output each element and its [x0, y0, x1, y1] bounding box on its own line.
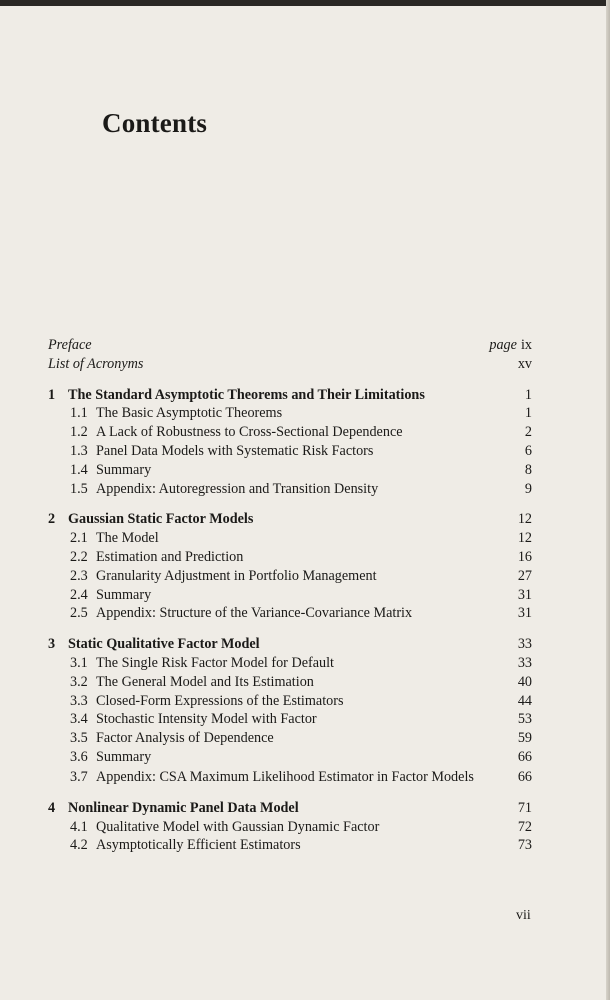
- chapter-heading: [48, 799, 299, 818]
- section-page: 33: [517, 654, 532, 671]
- section-heading: [70, 748, 151, 767]
- section-heading: [70, 692, 343, 711]
- front-matter-page: [481, 336, 532, 355]
- section-heading: [70, 548, 243, 567]
- section-number: 2.2: [70, 548, 88, 565]
- toc-section-1-5[interactable]: [48, 480, 532, 499]
- section-page: 27: [517, 567, 532, 584]
- toc-section-3-4[interactable]: [48, 710, 532, 729]
- toc-section-3-7[interactable]: [48, 767, 532, 787]
- section-title: Appendix: CSA Maximum Likelihood Estimator in Factor Models: [96, 768, 474, 785]
- table-of-contents: [48, 336, 532, 855]
- section-title: The Basic Asymptotic Theorems: [96, 405, 283, 422]
- section-title: Summary: [96, 748, 152, 765]
- toc-front-acronyms[interactable]: [48, 355, 532, 374]
- section-number: 2.3: [70, 567, 88, 584]
- page-prefix: page: [489, 337, 517, 353]
- section-title: Asymptotically Efficient Estimators: [96, 837, 301, 854]
- toc-section-2-4[interactable]: [48, 586, 532, 605]
- section-heading: [70, 710, 317, 729]
- section-title: Appendix: Autoregression and Transition Density: [96, 480, 379, 497]
- section-title: Stochastic Intensity Model with Factor: [96, 711, 317, 728]
- chapter-list: [48, 386, 532, 856]
- section-number: 3.7: [70, 768, 88, 785]
- section-title: Qualitative Model with Gaussian Dynamic Factor: [96, 818, 380, 835]
- section-number: 3.5: [70, 730, 88, 747]
- section-title: Summary: [96, 586, 152, 603]
- toc-chapter-3[interactable]: [48, 635, 532, 654]
- section-title: Appendix: Structure of the Variance-Covariance Matrix: [96, 605, 413, 622]
- chapter-heading: [48, 386, 425, 405]
- section-number: 1.1: [70, 405, 88, 422]
- section-heading: [70, 423, 403, 442]
- chapter-number: 2: [48, 511, 56, 528]
- section-page: 66: [517, 748, 532, 765]
- section-title: The Model: [96, 530, 159, 547]
- section-title: The General Model and Its Estimation: [96, 673, 314, 690]
- section-heading: [70, 567, 377, 586]
- section-heading: [70, 654, 334, 673]
- section-title: Factor Analysis of Dependence: [96, 730, 274, 747]
- section-page: 73: [517, 837, 532, 854]
- toc-section-3-6[interactable]: [48, 748, 532, 767]
- section-page: 6: [524, 442, 532, 459]
- section-page: 2: [524, 424, 532, 441]
- toc-section-2-3[interactable]: [48, 567, 532, 586]
- toc-chapter-1[interactable]: [48, 386, 532, 405]
- section-page: 44: [517, 692, 532, 709]
- section-heading: [70, 836, 301, 855]
- section-number: 3.4: [70, 711, 88, 728]
- toc-section-2-5[interactable]: [48, 604, 532, 623]
- chapter-number: 1: [48, 386, 56, 403]
- section-page: 1: [524, 405, 532, 422]
- section-heading: [70, 729, 274, 748]
- section-number: 3.6: [70, 748, 88, 765]
- section-heading: [70, 404, 282, 423]
- chapter-page: 1: [524, 386, 532, 403]
- section-title: A Lack of Robustness to Cross-Sectional Dependence: [96, 424, 403, 441]
- section-page: 31: [517, 586, 532, 603]
- section-page: 16: [517, 548, 532, 565]
- section-number: 3.3: [70, 692, 88, 709]
- section-title: Estimation and Prediction: [96, 548, 244, 565]
- chapter-heading: [48, 635, 260, 654]
- chapter-number: 3: [48, 636, 56, 653]
- page-top-edge: [0, 0, 610, 6]
- front-matter-label: List of Acronyms: [48, 355, 144, 372]
- chapter-title: Nonlinear Dynamic Panel Data Model: [68, 799, 299, 816]
- chapter-page: 12: [517, 511, 532, 528]
- toc-section-3-1[interactable]: [48, 654, 532, 673]
- section-title: Summary: [96, 461, 152, 478]
- chapter-page: 71: [517, 799, 532, 816]
- toc-section-2-2[interactable]: [48, 548, 532, 567]
- toc-chapter-2[interactable]: [48, 510, 532, 529]
- front-matter-label: Preface: [48, 337, 92, 353]
- toc-front-preface[interactable]: [48, 336, 532, 355]
- chapter-title: The Standard Asymptotic Theorems and Their Limitations: [68, 386, 425, 403]
- section-heading: [70, 818, 379, 837]
- section-number: 1.3: [70, 442, 88, 459]
- page-number: ix: [520, 337, 532, 353]
- section-page: 40: [517, 673, 532, 690]
- chapter-page: 33: [517, 636, 532, 653]
- section-title: Panel Data Models with Systematic Risk Factors: [96, 442, 374, 459]
- section-number: 1.4: [70, 461, 88, 478]
- toc-section-1-3[interactable]: [48, 442, 532, 461]
- section-heading: [70, 480, 378, 499]
- section-heading: [70, 442, 373, 461]
- section-heading: [70, 604, 412, 623]
- section-title: The Single Risk Factor Model for Default: [96, 654, 334, 671]
- section-number: 1.2: [70, 424, 88, 441]
- toc-section-4-2[interactable]: [48, 836, 532, 855]
- section-number: 4.1: [70, 818, 88, 835]
- section-page: 53: [517, 711, 532, 728]
- section-number: 2.4: [70, 586, 88, 603]
- section-title: Closed-Form Expressions of the Estimators: [96, 692, 344, 709]
- section-heading: [70, 529, 159, 548]
- section-number: 3.2: [70, 673, 88, 690]
- toc-section-4-1[interactable]: [48, 818, 532, 837]
- section-number: 2.1: [70, 530, 88, 547]
- section-page: 8: [524, 461, 532, 478]
- page-right-edge: [606, 0, 610, 1000]
- toc-section-1-4[interactable]: [48, 461, 532, 480]
- chapter-heading: [48, 510, 253, 529]
- toc-chapter-4[interactable]: [48, 799, 532, 818]
- page-title: Contents: [102, 108, 208, 138]
- section-page: 66: [517, 768, 532, 785]
- toc-section-1-2[interactable]: [48, 423, 532, 442]
- section-page: 12: [517, 530, 532, 547]
- section-heading: [70, 767, 474, 787]
- section-number: 1.5: [70, 480, 88, 497]
- chapter-title: Gaussian Static Factor Models: [68, 511, 254, 528]
- section-page: 59: [517, 730, 532, 747]
- page-folio: vii: [516, 908, 531, 923]
- toc-section-1-1[interactable]: [48, 404, 532, 423]
- front-matter-page: xv: [517, 355, 532, 372]
- section-page: 9: [524, 480, 532, 497]
- toc-section-2-1[interactable]: [48, 529, 532, 548]
- section-heading: [70, 673, 314, 692]
- section-title: Granularity Adjustment in Portfolio Management: [96, 567, 377, 584]
- chapter-number: 4: [48, 799, 56, 816]
- section-number: 2.5: [70, 605, 88, 622]
- section-page: 31: [517, 605, 532, 622]
- section-heading: [70, 461, 151, 480]
- section-number: 3.1: [70, 654, 88, 671]
- section-number: 4.2: [70, 837, 88, 854]
- section-heading: [70, 586, 151, 605]
- toc-section-3-2[interactable]: [48, 673, 532, 692]
- section-page: 72: [517, 818, 532, 835]
- toc-section-3-5[interactable]: [48, 729, 532, 748]
- toc-section-3-3[interactable]: [48, 692, 532, 711]
- chapter-title: Static Qualitative Factor Model: [68, 636, 260, 653]
